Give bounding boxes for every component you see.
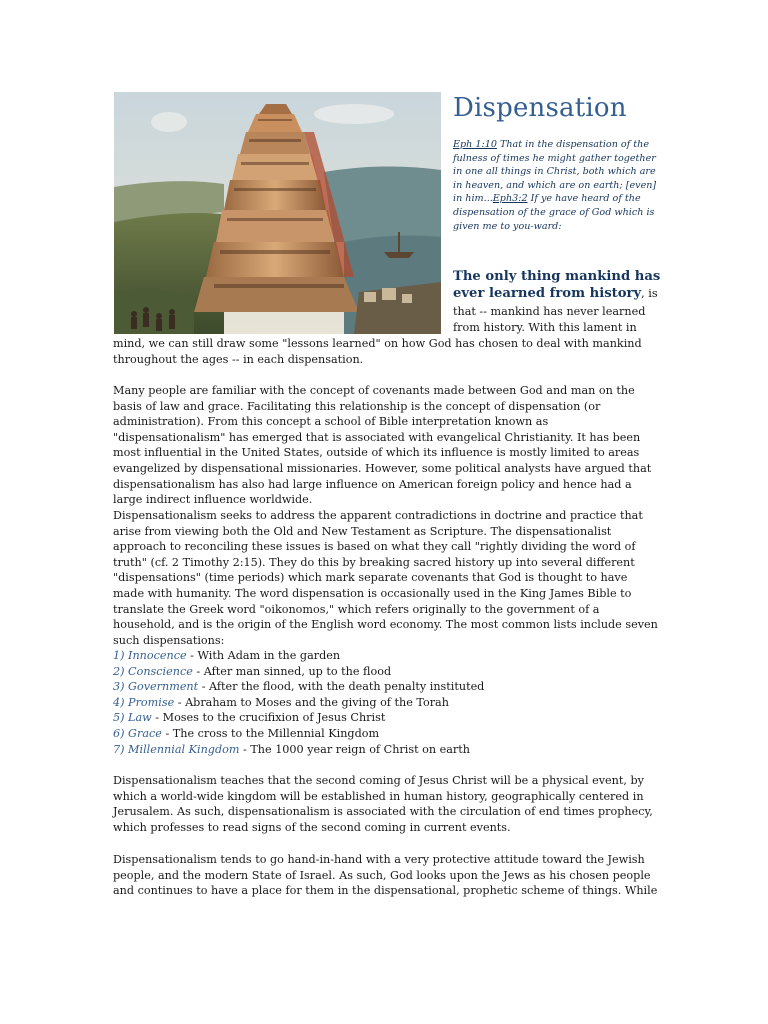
paragraph-covenants: Many people are familiar with the concept of covenants made between God and man on the basis of law and grace. Facilitating this relationship is the concept of dispensation (or administration). From this concept a school of Bible interpretation known as "dispensationalism" has emerged that is associated with evangelical Christianity. It has been most influential in the United States, outside of which its influence is mostly limited to areas evangelized by dispensational missionaries. However, some political analysts have argued that dispensationalism has also had large influence on American foreign policy and hence had a large indirect influence worldwide.: [113, 384, 652, 507]
verse-reference-eph-3-2[interactable]: Eph3:2: [492, 193, 528, 205]
page-title: Dispensation: [453, 93, 627, 123]
list-item: 1) Innocence - With Adam in the garden: [113, 649, 341, 662]
side-text-line-2: from history. With this lament in: [453, 321, 637, 334]
paragraph-dispensationalism: Dispensationalism seeks to address the apparent contradictions in doctrine and practice that arise from viewing both the Old and New Testament as Scripture. The dispensationalist approach to reconciling these issues is based on what they call "rightly dividing the word of truth" (cf. 2 Timothy 2:15). They do this by breaking sacred history up into several different "dispensations" (time periods) which mark separate covenants that God is thought to have made with humanity. The word dispensation is occasionally used in the King James Bible to translate the Greek word "oikonomos," which refers originally to the government of a household, and is the origin of the English word economy. The most common lists include seven such dispensations:: [113, 509, 658, 647]
dispensations-list: [113, 648, 658, 757]
intro-paragraph: mind, we can still draw some "lessons learned" on how God has chosen to deal with mankind throughout the ages -- in each dispensation.: [113, 337, 642, 366]
paragraph-second-coming: Dispensationalism teaches that the second coming of Jesus Christ will be a physical event, by which a world-wide kingdom will be established in human history, geographically centered in Jerusalem. As such, dispensationalism is associated with the circulation of end times prophecy, which professes to read signs of the second coming in current events.: [113, 774, 653, 834]
list-item: 6) Grace - The cross to the Millennial Kingdom: [113, 726, 380, 740]
tower-of-babel-painting: [114, 92, 441, 334]
scripture-quote: [453, 138, 658, 233]
paragraph-israel: Dispensationalism tends to go hand-in-hand with a very protective attitude toward the Jewish people, and the modern State of Israel. As such, God looks upon the Jews as his chosen people and continues to have a place for them in the dispensational, prophetic scheme of things. While: [113, 853, 658, 898]
painting-image: [114, 92, 441, 334]
list-item: 2) Conscience - After man sinned, up to the flood: [113, 664, 392, 678]
verse-text-1: That in the dispensation of the fulness of times he might gather together in one all things in Christ, both which are in heaven, and which are on earth; [even] in him...: [453, 139, 657, 205]
list-item: 4) Promise - Abraham to Moses and the giving of the Torah: [113, 695, 449, 709]
list-item: 7) Millennial Kingdom - The 1000 year reign of Christ on earth: [113, 742, 470, 756]
lead-rest-text: , is: [641, 287, 658, 300]
verse-text-2: If ye have heard of the dispensation of the grace of God which is given me to you-ward:: [453, 193, 655, 232]
side-text-line-1: that -- mankind has never learned: [453, 305, 646, 318]
list-item: 5) Law - Moses to the crucifixion of Jesus Christ: [113, 711, 386, 725]
lead-heading: [453, 268, 663, 302]
verse-reference-eph-1-10[interactable]: Eph 1:10: [453, 139, 497, 150]
list-item: 3) Government - After the flood, with the death penalty instituted: [113, 680, 485, 694]
lead-bold-text: The only thing mankind has ever learned from history: [453, 269, 661, 301]
